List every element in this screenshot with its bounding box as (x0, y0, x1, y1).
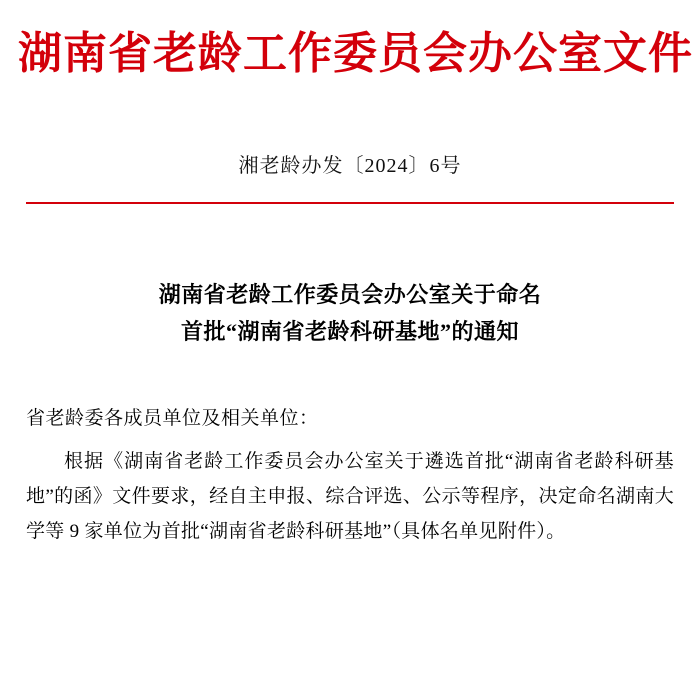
masthead (0, 26, 700, 81)
document-page (0, 26, 700, 675)
body-paragraph-1: 根据《湖南省老龄工作委员会办公室关于遴选首批“湖南省老龄科研基地”的函》文件要求，经自主申报、综合评选、公示等程序，决定命名湖南大学等 9 家单位为首批“湖南省老龄科研基地”（具体名单见附件）。 (26, 450, 674, 543)
red-divider-rule (26, 202, 674, 204)
document-title (0, 276, 700, 351)
salutation: 省老龄委各成员单位及相关单位： (26, 407, 319, 429)
masthead-title: 湖南省老龄工作委员会办公室文件 (18, 29, 693, 78)
document-title-line-2: 首批“湖南省老龄科研基地”的通知 (180, 319, 519, 345)
document-number: 湘老龄办发〔2024〕6号 (238, 155, 462, 177)
document-title-line-1: 湖南省老龄工作委员会办公室关于命名 (158, 282, 542, 307)
